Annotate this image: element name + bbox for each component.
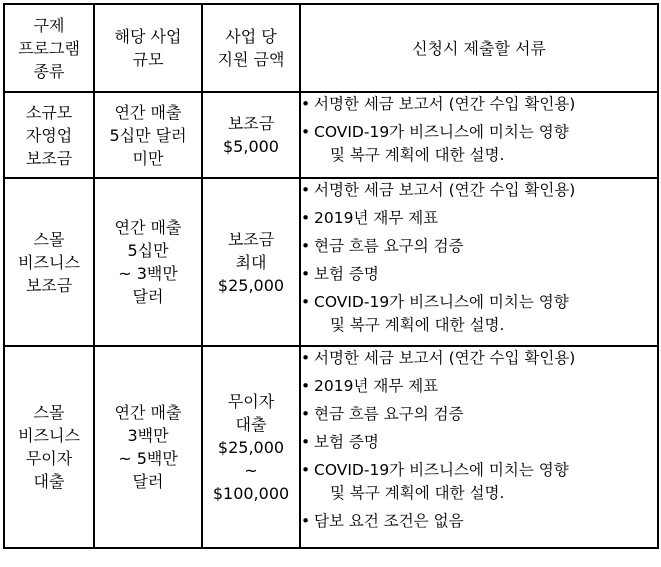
header-row xyxy=(4,4,658,92)
header-program-type xyxy=(4,4,94,92)
document-text-line: 담보 요건 조건은 없음 xyxy=(314,512,464,530)
document-text-line: COVID-19가 비즈니스에 미치는 영향 xyxy=(314,293,569,311)
cell-text-line: 5십만 xyxy=(127,241,169,260)
cell-text-line: 스몰 xyxy=(33,229,65,249)
cell-text-line: 대출 xyxy=(235,414,267,434)
table-row xyxy=(4,178,658,346)
document-text-line: 보험 증명 xyxy=(314,433,379,451)
document-text-line: 및 복구 계획에 대한 설명. xyxy=(330,146,505,164)
business-scale-cell xyxy=(94,92,202,178)
cell-text-line: 보조금 xyxy=(25,148,73,168)
bullet-icon: • xyxy=(301,405,311,423)
support-amount-cell xyxy=(202,178,300,346)
header-text-line: 신청시 제출할 서류 xyxy=(412,38,546,58)
cell-text-line: 달러 xyxy=(132,472,164,491)
document-text-line: 서명한 세금 보고서 (연간 수입 확인용) xyxy=(314,349,576,367)
document-list xyxy=(301,93,657,167)
document-list-item xyxy=(301,403,657,426)
cell-text-line: $25,000 xyxy=(217,437,285,457)
business-scale-cell xyxy=(94,346,202,548)
cell-text-line: 무이자 xyxy=(227,391,275,411)
header-text-line: 구제 xyxy=(33,15,65,35)
header-business-scale xyxy=(94,4,202,92)
required-documents-cell xyxy=(300,178,658,346)
document-list-item xyxy=(301,347,657,370)
document-list-item xyxy=(301,235,657,258)
document-text-line: 및 복구 계획에 대한 설명. xyxy=(330,316,505,334)
cell-text-line: ~ 5백만 xyxy=(118,449,178,468)
cell-text-line: 3백만 xyxy=(127,426,169,445)
bullet-icon: • xyxy=(301,95,311,113)
cell-text-line: 달러 xyxy=(132,287,164,306)
header-text-line: 규모 xyxy=(132,50,164,69)
cell-text-line: 보조금 xyxy=(227,114,275,133)
support-amount-cell xyxy=(202,346,300,548)
program-type-cell xyxy=(4,178,94,346)
document-list-item xyxy=(301,431,657,454)
cell-text-line: ~ xyxy=(244,460,258,480)
header-text-line: 지원 금액 xyxy=(217,50,285,69)
document-list-item xyxy=(301,93,657,116)
cell-text-line: 최대 xyxy=(235,252,267,272)
cell-text-line: 미만 xyxy=(132,148,164,168)
required-documents-cell xyxy=(300,346,658,548)
cell-text-line: 연간 매출 xyxy=(114,102,182,122)
document-list-item xyxy=(301,207,657,230)
relief-program-table xyxy=(3,3,659,549)
relief-program-table-wrapper xyxy=(3,3,659,549)
bullet-icon: • xyxy=(301,349,311,367)
bullet-icon: • xyxy=(301,265,311,283)
bullet-icon: • xyxy=(301,181,311,199)
document-list-item xyxy=(301,510,657,533)
document-list xyxy=(301,179,657,337)
cell-text-line: $25,000 xyxy=(217,275,285,295)
bullet-icon: • xyxy=(301,237,311,255)
support-amount-cell xyxy=(202,92,300,178)
header-text-line: 해당 사업 xyxy=(114,27,182,46)
cell-text-line: 소규모 xyxy=(25,102,73,122)
document-list-item xyxy=(301,375,657,398)
program-type-cell xyxy=(4,346,94,548)
document-text-line: COVID-19가 비즈니스에 미치는 영향 xyxy=(314,123,569,141)
document-text-line: 현금 흐름 요구의 검증 xyxy=(314,237,464,255)
bullet-icon: • xyxy=(301,293,311,311)
cell-text-line: $100,000 xyxy=(212,483,290,503)
document-text-line: 2019년 재무 제표 xyxy=(314,209,439,227)
cell-text-line: 연간 매출 xyxy=(114,218,182,237)
cell-text-line: 무이자 xyxy=(25,449,73,468)
document-text-line: 서명한 세금 보고서 (연간 수입 확인용) xyxy=(314,95,576,113)
document-list-item xyxy=(301,459,657,505)
cell-text-line: 5십만 달러 xyxy=(109,125,187,145)
bullet-icon: • xyxy=(301,123,311,141)
document-text-line: 보험 증명 xyxy=(314,265,379,283)
document-list xyxy=(301,347,657,533)
required-documents-cell xyxy=(300,92,658,178)
document-text-line: COVID-19가 비즈니스에 미치는 영향 xyxy=(314,461,569,479)
header-text-line: 프로그램 xyxy=(18,38,80,58)
cell-text-line: 자영업 xyxy=(25,125,73,145)
header-required-documents xyxy=(300,4,658,92)
document-list-item xyxy=(301,291,657,337)
cell-text-line: 대출 xyxy=(33,472,65,491)
header-text-line: 종류 xyxy=(33,61,65,81)
document-text-line: 및 복구 계획에 대한 설명. xyxy=(330,484,505,502)
bullet-icon: • xyxy=(301,377,311,395)
business-scale-cell xyxy=(94,178,202,346)
cell-text-line: 비즈니스 xyxy=(18,426,80,445)
document-list-item xyxy=(301,121,657,167)
header-text-line: 사업 당 xyxy=(225,27,277,46)
document-text-line: 현금 흐름 요구의 검증 xyxy=(314,405,464,423)
bullet-icon: • xyxy=(301,433,311,451)
table-row xyxy=(4,346,658,548)
document-list-item xyxy=(301,179,657,202)
cell-text-line: 보조금 xyxy=(25,275,73,295)
cell-text-line: 보조금 xyxy=(227,229,275,249)
document-text-line: 서명한 세금 보고서 (연간 수입 확인용) xyxy=(314,181,576,199)
bullet-icon: • xyxy=(301,209,311,227)
cell-text-line: 비즈니스 xyxy=(18,252,80,272)
bullet-icon: • xyxy=(301,512,311,530)
header-support-amount xyxy=(202,4,300,92)
bullet-icon: • xyxy=(301,461,311,479)
table-row xyxy=(4,92,658,178)
cell-text-line: $5,000 xyxy=(223,137,279,156)
cell-text-line: ~ 3백만 xyxy=(118,264,178,283)
cell-text-line: 연간 매출 xyxy=(114,403,182,422)
program-type-cell xyxy=(4,92,94,178)
document-text-line: 2019년 재무 제표 xyxy=(314,377,439,395)
cell-text-line: 스몰 xyxy=(33,403,65,422)
document-list-item xyxy=(301,263,657,286)
